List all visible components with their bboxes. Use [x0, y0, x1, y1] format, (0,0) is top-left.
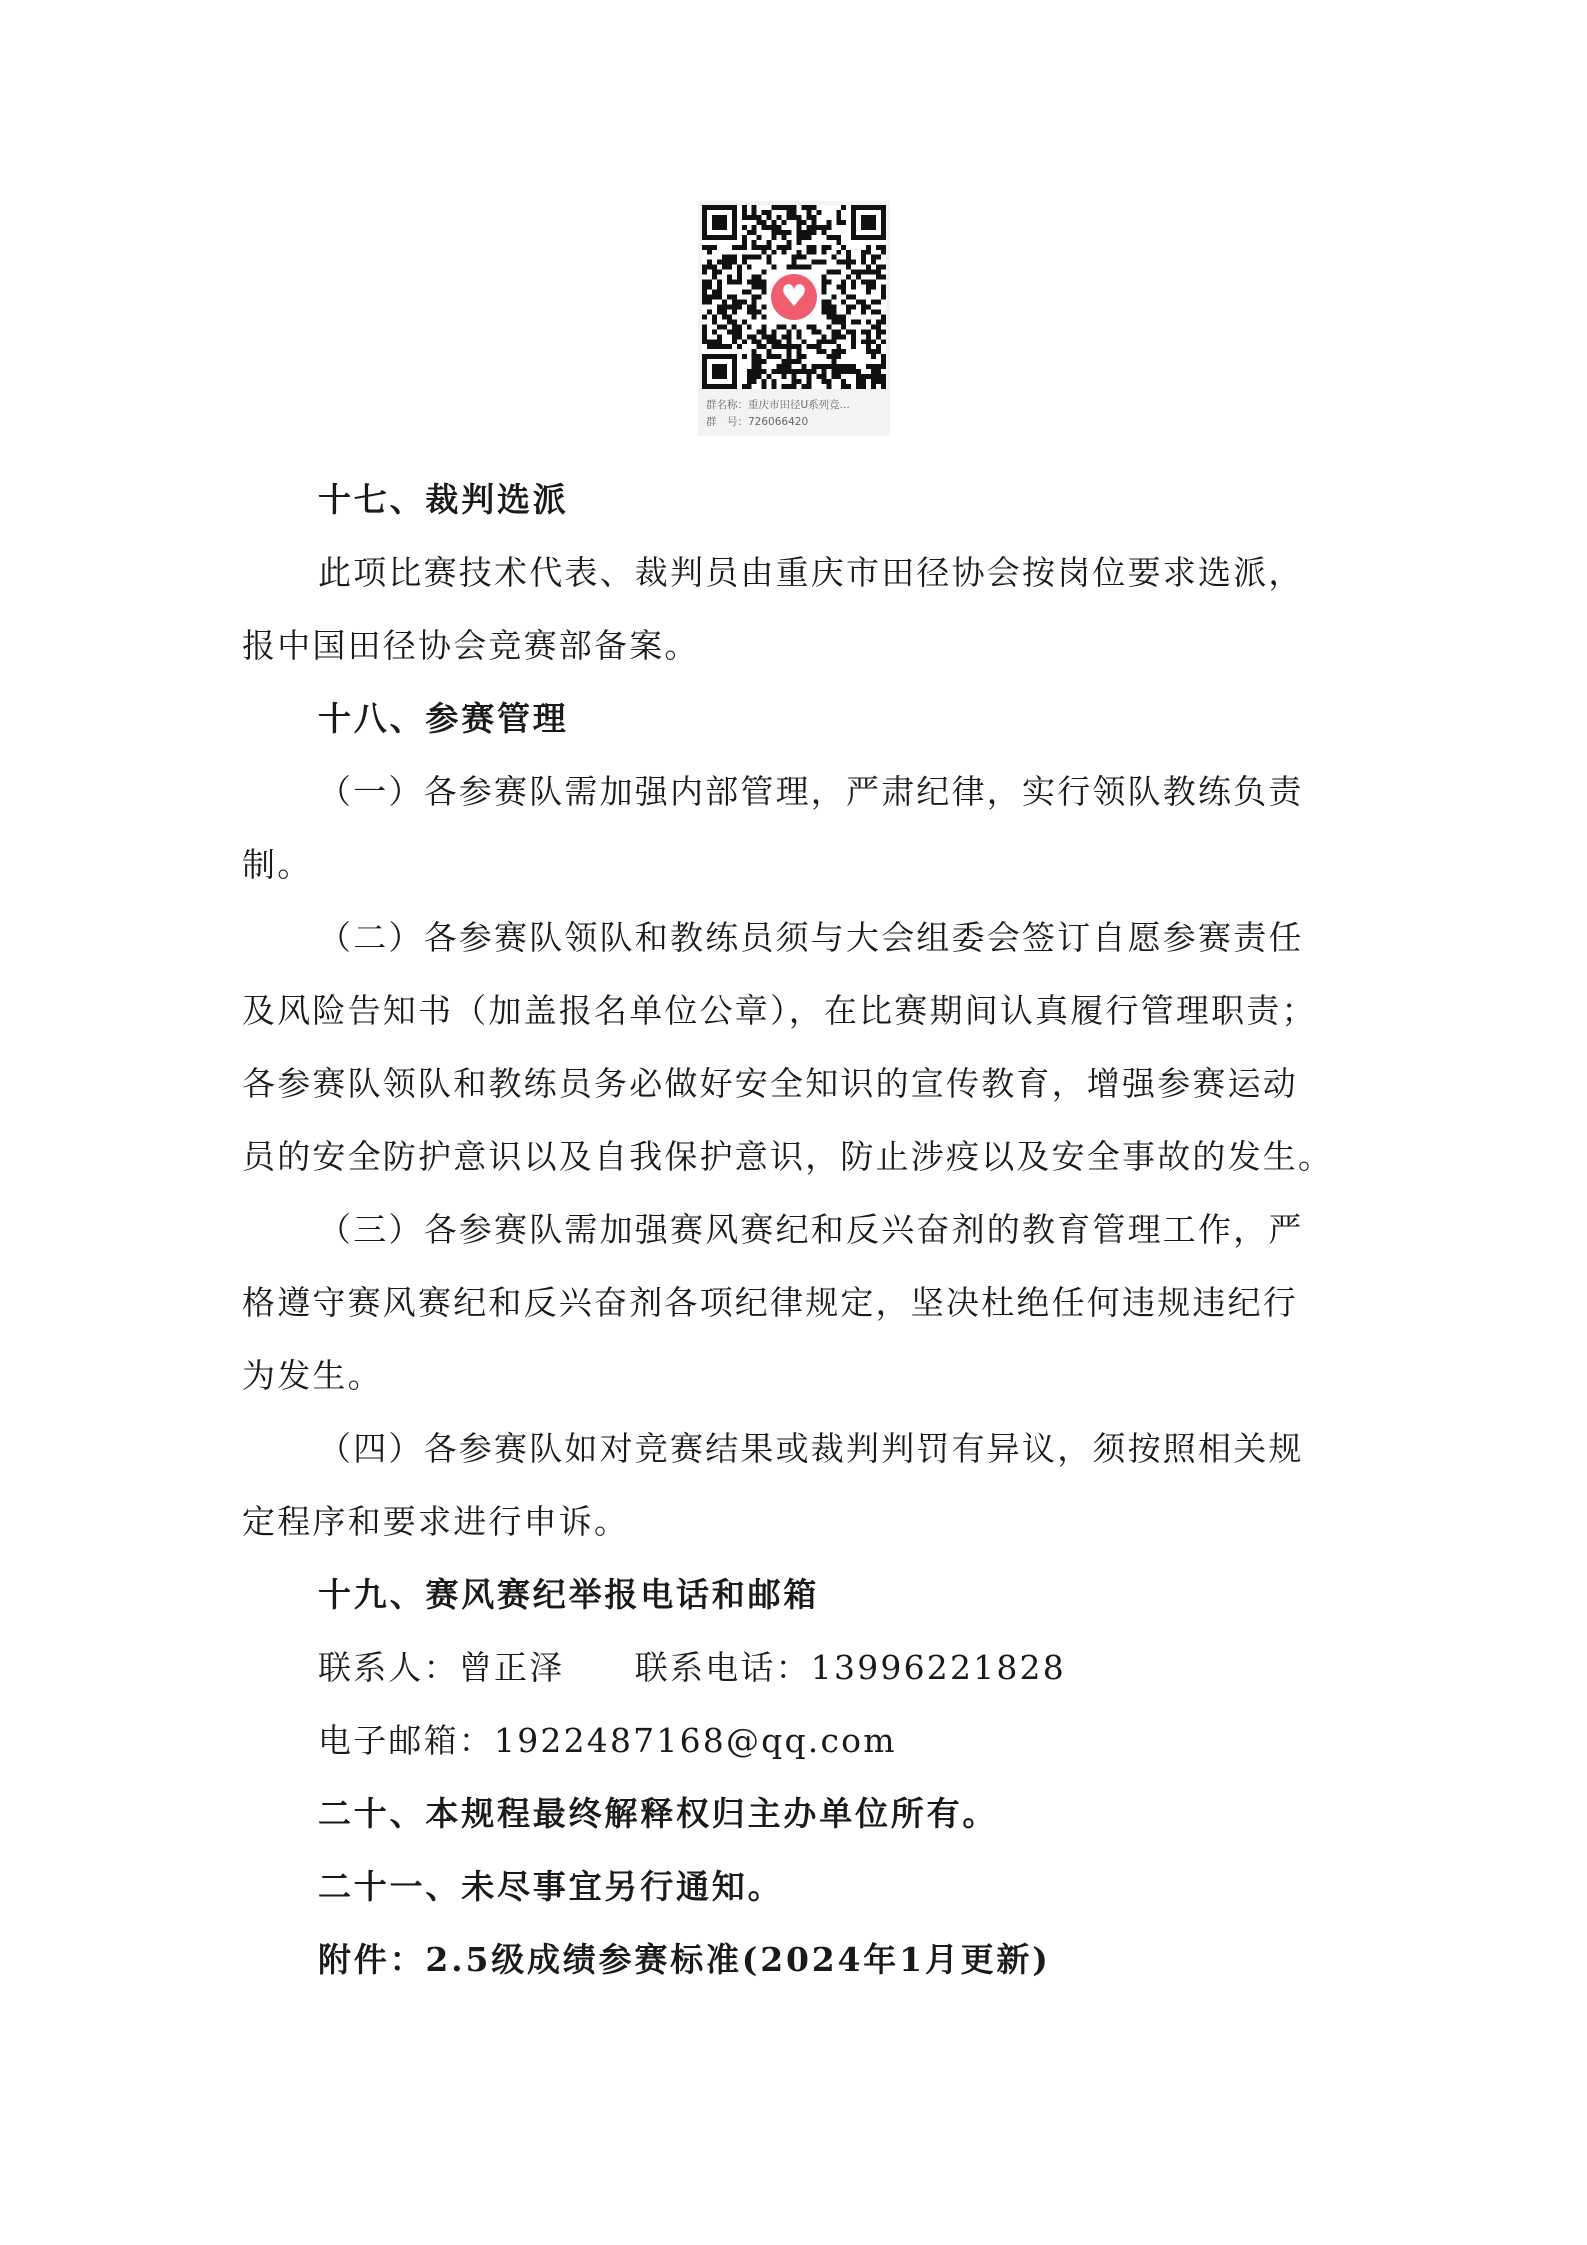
section-17-heading: 十七、裁判选派	[318, 480, 569, 519]
heart-icon: ♥	[771, 274, 817, 320]
qr-code-card	[698, 201, 890, 436]
attachment-line: 附件：2.5级成绩参赛标准(2024年1月更新)	[318, 1940, 1051, 1979]
section-18-heading: 十八、参赛管理	[318, 699, 569, 738]
section-21-heading: 二十一、未尽事宜另行通知。	[318, 1867, 784, 1906]
qr-group-name: 群名称：重庆市田径U系列竞...	[706, 399, 850, 411]
section-18-p2-line-2: 及风险告知书（加盖报名单位公章），在比赛期间认真履行管理职责；	[242, 991, 1317, 1030]
qr-code-image	[702, 205, 886, 389]
section-18-p1-line-1: （一）各参赛队需加强内部管理，严肃纪律，实行领队教练负责	[318, 772, 1304, 811]
section-18-p3-line-2: 格遵守赛风赛纪和反兴奋剂各项纪律规定，坚决杜绝任何违规违纪行	[242, 1283, 1298, 1322]
section-18-p3-line-3: 为发生。	[242, 1356, 383, 1395]
section-18-p4-line-2: 定程序和要求进行申诉。	[242, 1502, 630, 1541]
email-line: 电子邮箱：1922487168@qq.com	[318, 1721, 897, 1760]
section-17-line-2: 报中国田径协会竞赛部备案。	[242, 626, 700, 665]
section-18-p4-line-1: （四）各参赛队如对竞赛结果或裁判判罚有异议，须按照相关规	[318, 1429, 1304, 1468]
section-17-line-1: 此项比赛技术代表、裁判员由重庆市田径协会按岗位要求选派，	[318, 553, 1304, 592]
section-18-p3-line-1: （三）各参赛队需加强赛风赛纪和反兴奋剂的教育管理工作，严	[318, 1210, 1304, 1249]
section-20-heading: 二十、本规程最终解释权归主办单位所有。	[318, 1794, 999, 1833]
section-19-heading: 十九、赛风赛纪举报电话和邮箱	[318, 1575, 820, 1614]
section-18-p1-line-2: 制。	[242, 845, 313, 884]
section-18-p2-line-1: （二）各参赛队领队和教练员须与大会组委会签订自愿参赛责任	[318, 918, 1304, 957]
section-18-p2-line-3: 各参赛队领队和教练员务必做好安全知识的宣传教育，增强参赛运动	[242, 1064, 1298, 1103]
section-18-p2-line-4: 员的安全防护意识以及自我保护意识，防止涉疫以及安全事故的发生。	[242, 1137, 1334, 1176]
contact-line: 联系人：曾正泽 联系电话：13996221828	[318, 1648, 1066, 1687]
qr-group-number: 群 号：726066420	[706, 416, 809, 428]
qr-caption	[706, 397, 886, 431]
